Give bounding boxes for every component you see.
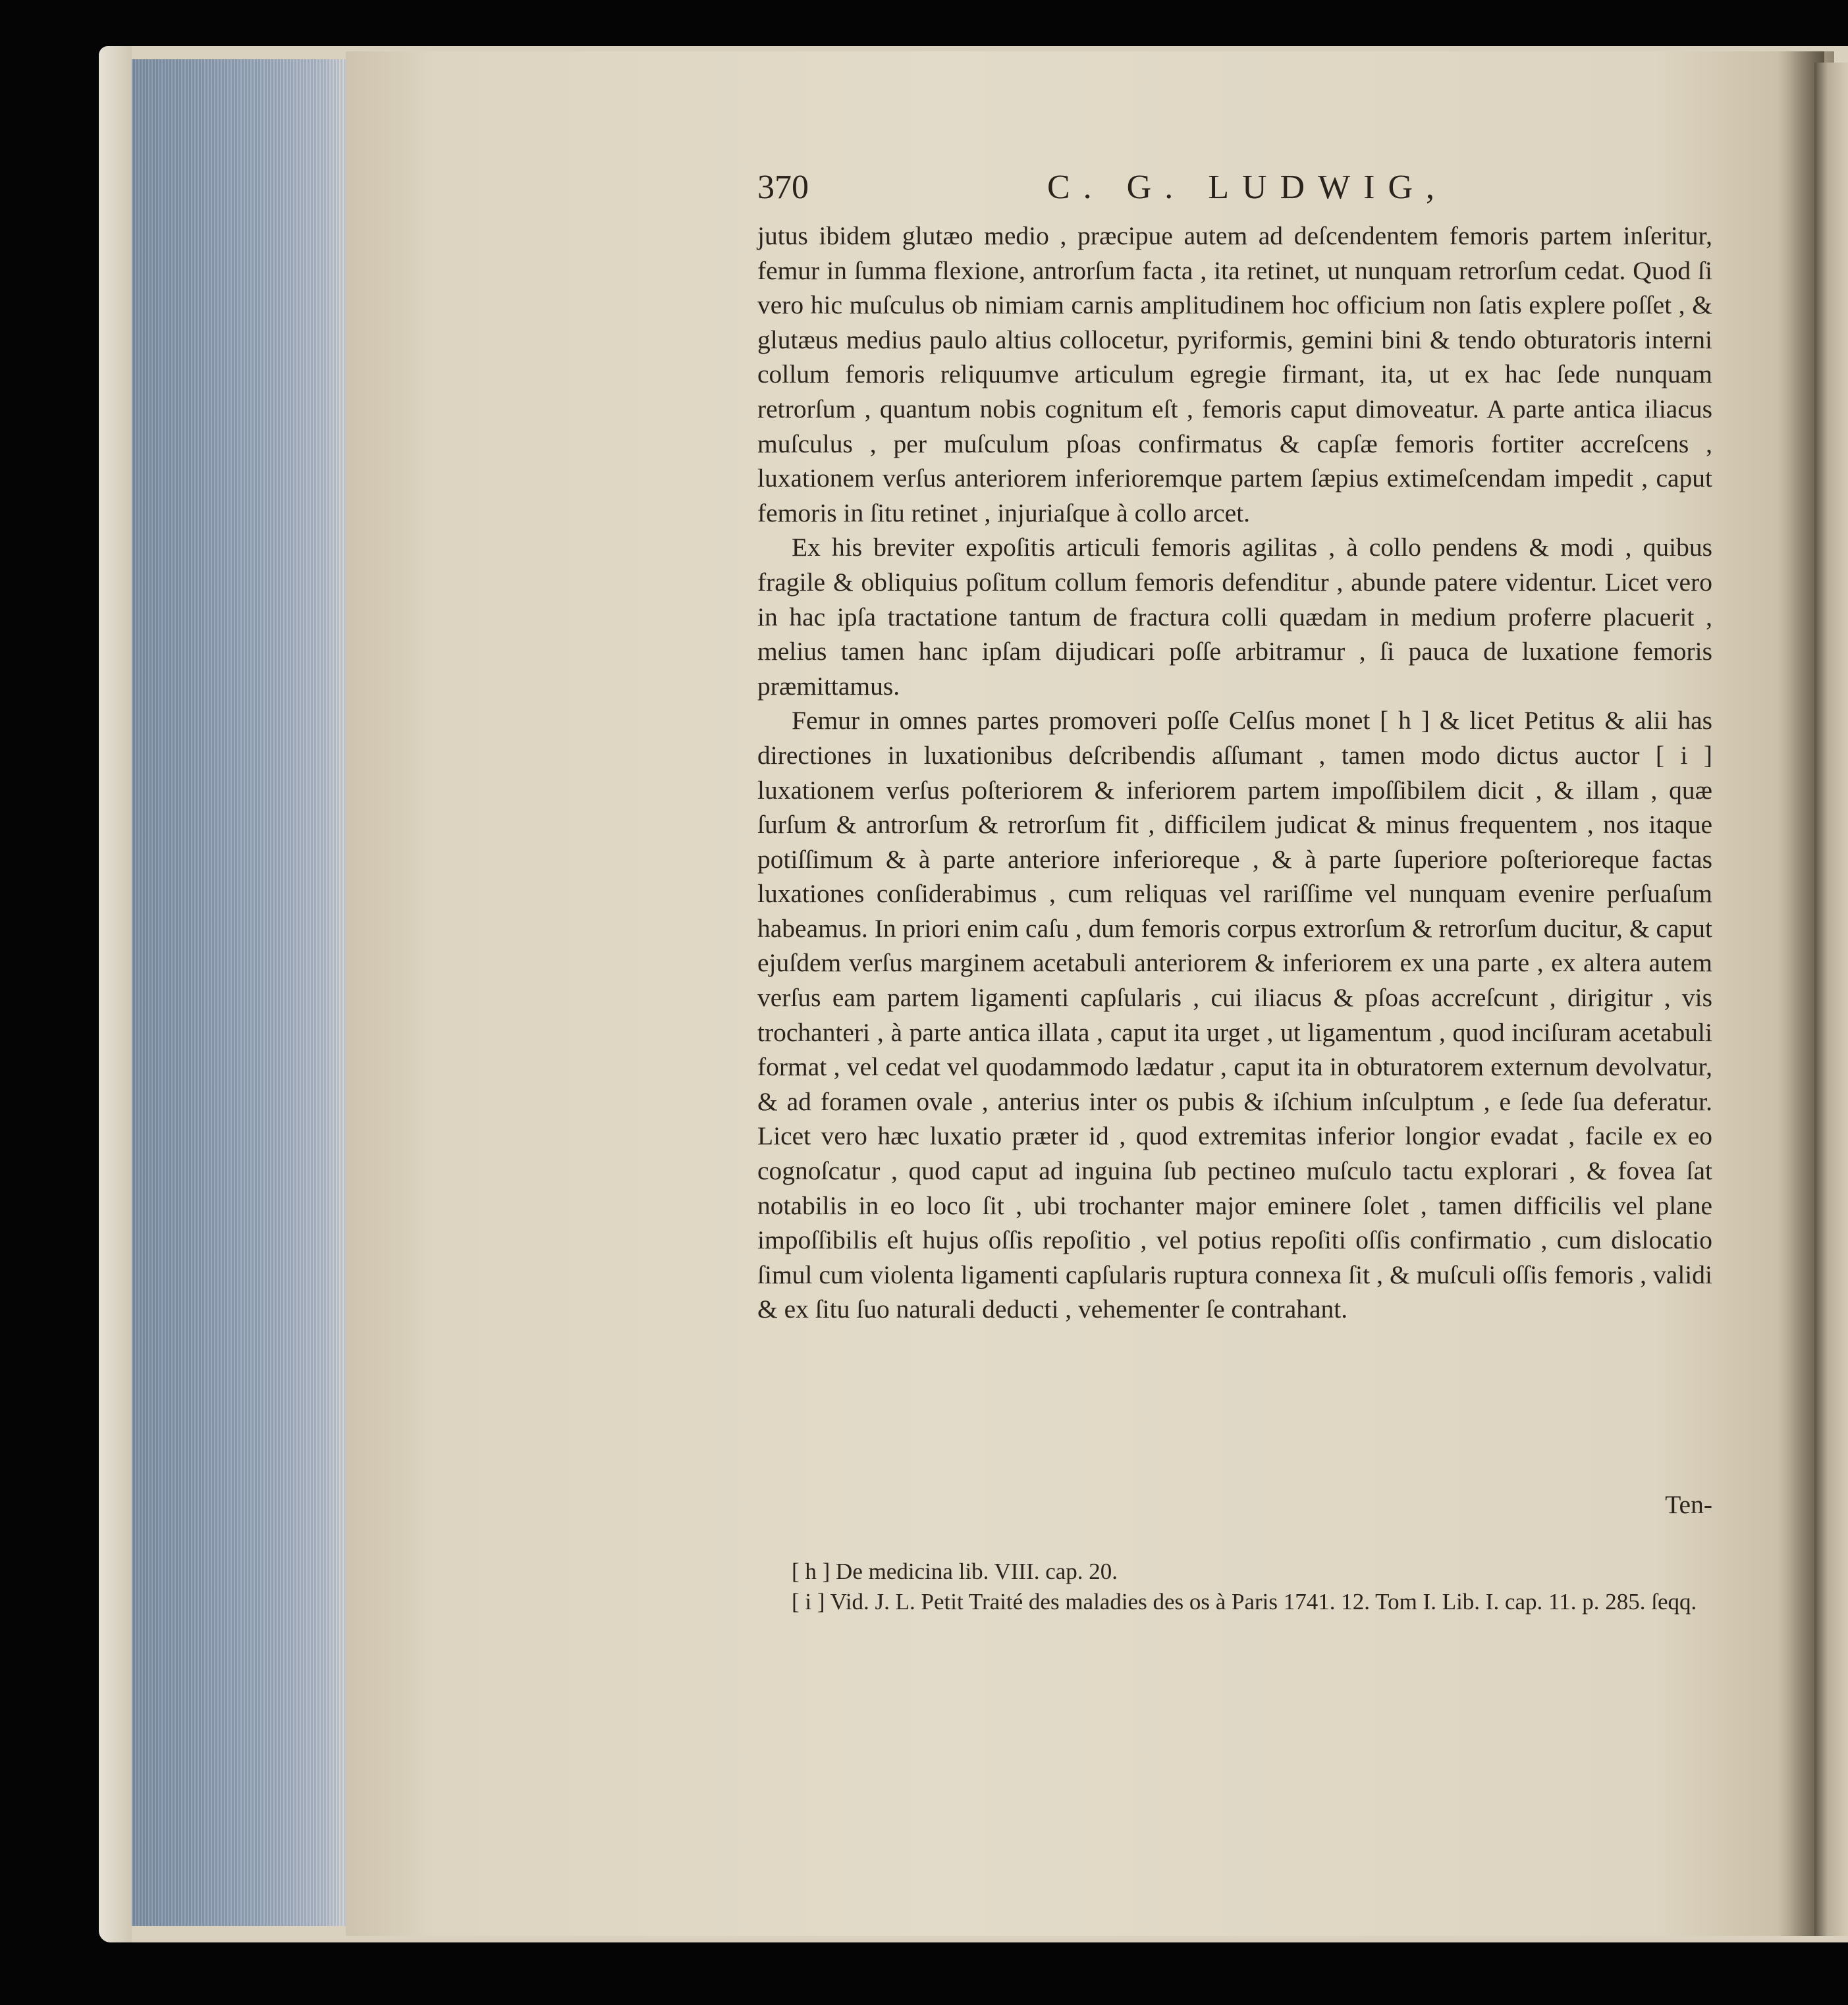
- running-head-title: C. G. LUDWIG,: [1047, 169, 1448, 206]
- paragraph-1: jutus ibidem glutæo medio , præcipue autem ad deſcendentem femoris partem inſeritur, femur in ſumma flexione, antrorſum facta , ita retinet, ut nunquam retrorſum cedat. Quod ſi vero hic muſculus ob nimiam carnis amplitudinem hoc officium non ſatis explere poſſet , & glutæus medius paulo altius collocetur, pyriformis, gemini bini & tendo obturatoris interni collum femoris reliquumve articulum egregie firmant, ita, ut ex hac ſede nunquam retrorſum , quantum nobis cognitum eſt , femoris caput dimoveatur. A parte antica iliacus muſculus , per muſculum pſoas confirmatus & capſæ femoris fortiter accreſcens , luxationem verſus anteriorem inferioremque partem ſæpius extimeſcendam impedit , caput femoris in ſitu retinet , injuriaſque à collo arcet.: [757, 221, 1712, 527]
- page-number: 370: [757, 169, 809, 206]
- page-fore-edge: [122, 59, 346, 1926]
- facing-page-edge: [1814, 63, 1848, 1936]
- catchword: Ten-: [1665, 1490, 1712, 1519]
- body-text: [757, 219, 1712, 1327]
- footnote-i: [ i ] Vid. J. L. Petit Traité des maladies des os à Paris 1741. 12. Tom I. Lib. I. cap. 11. p. 285. ſeqq.: [792, 1589, 1697, 1615]
- running-head: [757, 168, 1726, 221]
- footnotes: [757, 1557, 1712, 1617]
- cover-board-edge: [99, 46, 132, 1942]
- footnote-h: [ h ] De medicina lib. VIII. cap. 20.: [792, 1559, 1118, 1584]
- paragraph-3: Femur in omnes partes promoveri poſſe Celſus monet [ h ] & licet Petitus & alii has directiones in luxationibus deſcribendis aſſumant , tamen modo dictus auctor [ i ] luxationem verſus poſteriorem & inferiorem partem impoſſibilem dicit , & illam , quæ ſurſum & antrorſum & retrorſum fit , difficilem judicat & minus frequentem , nos itaque potiſſimum & à parte anteriore inferioreque , & à parte ſuperiore poſterioreque factas luxationes conſiderabimus , cum reliquas vel rariſſime vel nunquam evenire perſuaſum habeamus. In priori enim caſu , dum femoris corpus extrorſum & retrorſum ducitur, & caput ejuſdem verſus marginem acetabuli anteriorem & inferiorem ex una parte , ex altera autem verſus eam partem ligamenti capſularis , cui iliacus & pſoas accreſcunt , dirigitur , vis trochanteri , à parte antica illata , caput ita urget , ut ligamentum , quod inciſuram acetabuli format , vel cedat vel quodammodo lædatur , caput ita in obturatorem externum devolvatur, & ad foramen ovale , anterius inter os pubis & iſchium inſculptum , e ſede ſua deferatur. Licet vero hæc luxatio præter id , quod extremitas inferior longior evadat , facile ex eo cognoſcatur , quod caput ad inguina ſub pectineo muſculo tactu explorari , & fovea ſat notabilis in eo loco ſit , ubi trochanter major eminere ſolet , tamen difficilis vel plane impoſſibilis eſt hujus oſſis repoſitio , vel potius repoſiti oſſis confirmatio , cum dislocatio ſimul cum violenta ligamenti capſularis ruptura connexa ſit , & muſculi oſſis femoris , validi & ex ſitu ſuo naturali deducti , vehementer ſe contrahant.: [757, 706, 1712, 1324]
- paragraph-2: Ex his breviter expoſitis articuli femoris agilitas , à collo pendens & modi , quibus fragile & obliquius poſitum collum femoris defenditur , abunde patere videntur. Licet vero in hac ipſa tractatione tantum de fractura colli quædam in medium proferre placuerit , melius tamen hanc ipſam dijudicari poſſe arbitramur , ſi pauca de luxatione femoris præmittamus.: [757, 533, 1712, 701]
